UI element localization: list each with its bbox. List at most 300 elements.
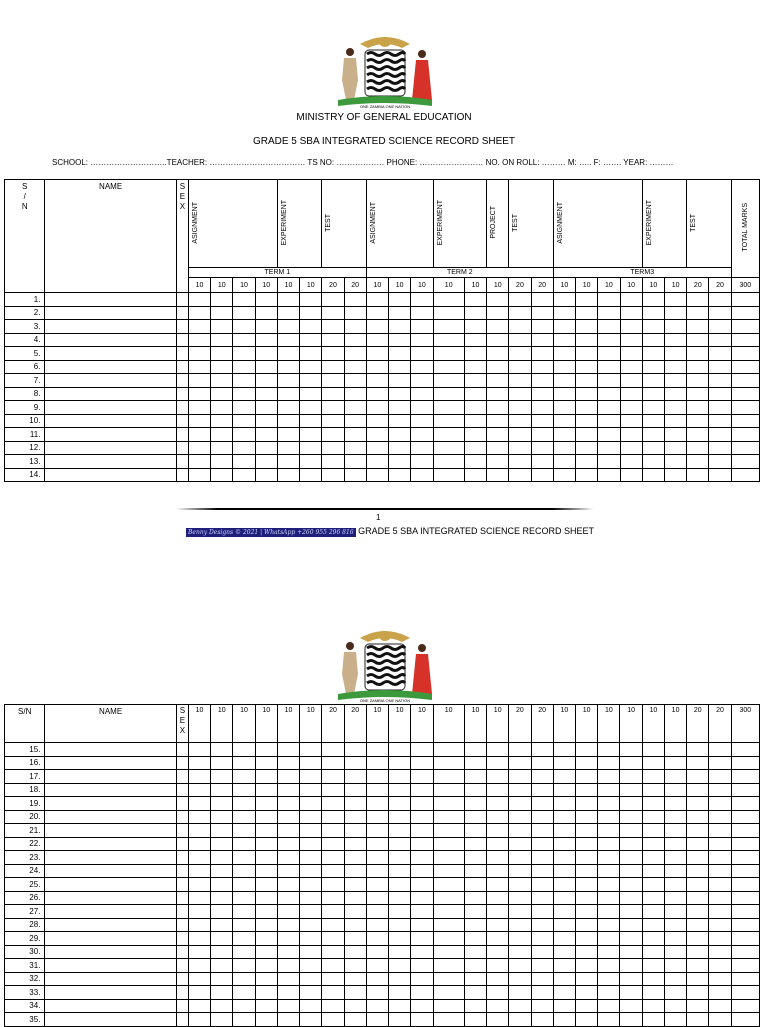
mark-cell[interactable] <box>531 783 553 797</box>
mark-cell[interactable] <box>598 878 620 892</box>
mark-cell[interactable] <box>211 972 233 986</box>
mark-cell[interactable] <box>411 428 433 442</box>
mark-cell[interactable] <box>709 293 731 307</box>
mark-cell[interactable] <box>731 770 759 784</box>
mark-cell[interactable] <box>322 918 344 932</box>
mark-cell[interactable] <box>322 306 344 320</box>
sex-cell[interactable] <box>176 306 188 320</box>
mark-cell[interactable] <box>731 864 759 878</box>
mark-cell[interactable] <box>664 455 686 469</box>
mark-cell[interactable] <box>509 455 531 469</box>
mark-cell[interactable] <box>344 959 366 973</box>
mark-cell[interactable] <box>300 770 322 784</box>
mark-cell[interactable] <box>731 468 759 482</box>
mark-cell[interactable] <box>233 824 255 838</box>
mark-cell[interactable] <box>531 401 553 415</box>
mark-cell[interactable] <box>464 999 486 1013</box>
mark-cell[interactable] <box>509 905 531 919</box>
mark-cell[interactable] <box>188 374 210 388</box>
name-cell[interactable] <box>45 810 176 824</box>
name-cell[interactable] <box>45 441 176 455</box>
mark-cell[interactable] <box>344 401 366 415</box>
mark-cell[interactable] <box>509 428 531 442</box>
mark-cell[interactable] <box>576 333 598 347</box>
mark-cell[interactable] <box>366 999 388 1013</box>
mark-cell[interactable] <box>642 932 664 946</box>
mark-cell[interactable] <box>188 918 210 932</box>
mark-cell[interactable] <box>300 414 322 428</box>
mark-cell[interactable] <box>277 851 299 865</box>
mark-cell[interactable] <box>620 770 642 784</box>
mark-cell[interactable] <box>322 878 344 892</box>
name-cell[interactable] <box>45 428 176 442</box>
mark-cell[interactable] <box>344 932 366 946</box>
mark-cell[interactable] <box>233 864 255 878</box>
mark-cell[interactable] <box>487 770 509 784</box>
mark-cell[interactable] <box>389 878 411 892</box>
mark-cell[interactable] <box>620 468 642 482</box>
mark-cell[interactable] <box>553 401 575 415</box>
sex-cell[interactable] <box>176 387 188 401</box>
mark-cell[interactable] <box>487 414 509 428</box>
mark-cell[interactable] <box>255 414 277 428</box>
mark-cell[interactable] <box>731 347 759 361</box>
sex-cell[interactable] <box>176 743 188 757</box>
mark-cell[interactable] <box>277 864 299 878</box>
mark-cell[interactable] <box>642 455 664 469</box>
mark-cell[interactable] <box>553 932 575 946</box>
mark-cell[interactable] <box>642 360 664 374</box>
mark-cell[interactable] <box>322 756 344 770</box>
mark-cell[interactable] <box>509 878 531 892</box>
mark-cell[interactable] <box>553 986 575 1000</box>
mark-cell[interactable] <box>300 468 322 482</box>
mark-cell[interactable] <box>664 347 686 361</box>
mark-cell[interactable] <box>531 864 553 878</box>
mark-cell[interactable] <box>277 306 299 320</box>
mark-cell[interactable] <box>553 878 575 892</box>
mark-cell[interactable] <box>687 293 709 307</box>
sex-cell[interactable] <box>176 905 188 919</box>
sex-cell[interactable] <box>176 374 188 388</box>
mark-cell[interactable] <box>389 959 411 973</box>
mark-cell[interactable] <box>211 455 233 469</box>
mark-cell[interactable] <box>188 770 210 784</box>
mark-cell[interactable] <box>300 347 322 361</box>
mark-cell[interactable] <box>389 945 411 959</box>
mark-cell[interactable] <box>731 945 759 959</box>
mark-cell[interactable] <box>464 374 486 388</box>
mark-cell[interactable] <box>664 918 686 932</box>
mark-cell[interactable] <box>277 999 299 1013</box>
mark-cell[interactable] <box>487 918 509 932</box>
mark-cell[interactable] <box>233 320 255 334</box>
mark-cell[interactable] <box>366 986 388 1000</box>
mark-cell[interactable] <box>620 810 642 824</box>
mark-cell[interactable] <box>433 783 464 797</box>
mark-cell[interactable] <box>233 945 255 959</box>
mark-cell[interactable] <box>389 783 411 797</box>
mark-cell[interactable] <box>188 986 210 1000</box>
mark-cell[interactable] <box>553 320 575 334</box>
mark-cell[interactable] <box>664 306 686 320</box>
mark-cell[interactable] <box>300 293 322 307</box>
mark-cell[interactable] <box>642 905 664 919</box>
mark-cell[interactable] <box>188 756 210 770</box>
mark-cell[interactable] <box>411 333 433 347</box>
mark-cell[interactable] <box>553 743 575 757</box>
mark-cell[interactable] <box>322 851 344 865</box>
mark-cell[interactable] <box>531 770 553 784</box>
sex-cell[interactable] <box>176 428 188 442</box>
mark-cell[interactable] <box>576 891 598 905</box>
mark-cell[interactable] <box>322 374 344 388</box>
mark-cell[interactable] <box>433 360 464 374</box>
mark-cell[interactable] <box>433 824 464 838</box>
mark-cell[interactable] <box>709 387 731 401</box>
mark-cell[interactable] <box>255 945 277 959</box>
mark-cell[interactable] <box>642 891 664 905</box>
mark-cell[interactable] <box>433 387 464 401</box>
mark-cell[interactable] <box>389 441 411 455</box>
mark-cell[interactable] <box>188 743 210 757</box>
mark-cell[interactable] <box>531 743 553 757</box>
name-cell[interactable] <box>45 468 176 482</box>
mark-cell[interactable] <box>598 441 620 455</box>
mark-cell[interactable] <box>709 810 731 824</box>
mark-cell[interactable] <box>642 468 664 482</box>
mark-cell[interactable] <box>598 797 620 811</box>
mark-cell[interactable] <box>709 824 731 838</box>
mark-cell[interactable] <box>687 905 709 919</box>
mark-cell[interactable] <box>620 374 642 388</box>
mark-cell[interactable] <box>389 797 411 811</box>
mark-cell[interactable] <box>664 320 686 334</box>
mark-cell[interactable] <box>255 306 277 320</box>
mark-cell[interactable] <box>687 347 709 361</box>
mark-cell[interactable] <box>709 905 731 919</box>
mark-cell[interactable] <box>531 918 553 932</box>
mark-cell[interactable] <box>553 293 575 307</box>
mark-cell[interactable] <box>464 918 486 932</box>
mark-cell[interactable] <box>709 959 731 973</box>
mark-cell[interactable] <box>433 972 464 986</box>
mark-cell[interactable] <box>509 864 531 878</box>
mark-cell[interactable] <box>233 905 255 919</box>
mark-cell[interactable] <box>576 441 598 455</box>
mark-cell[interactable] <box>709 455 731 469</box>
mark-cell[interactable] <box>620 320 642 334</box>
sex-cell[interactable] <box>176 986 188 1000</box>
mark-cell[interactable] <box>211 824 233 838</box>
mark-cell[interactable] <box>642 347 664 361</box>
mark-cell[interactable] <box>322 293 344 307</box>
name-cell[interactable] <box>45 864 176 878</box>
mark-cell[interactable] <box>553 972 575 986</box>
mark-cell[interactable] <box>531 891 553 905</box>
mark-cell[interactable] <box>255 293 277 307</box>
mark-cell[interactable] <box>211 414 233 428</box>
mark-cell[interactable] <box>487 783 509 797</box>
mark-cell[interactable] <box>509 810 531 824</box>
mark-cell[interactable] <box>487 320 509 334</box>
mark-cell[interactable] <box>433 455 464 469</box>
mark-cell[interactable] <box>598 468 620 482</box>
mark-cell[interactable] <box>389 387 411 401</box>
mark-cell[interactable] <box>464 743 486 757</box>
mark-cell[interactable] <box>531 945 553 959</box>
mark-cell[interactable] <box>664 387 686 401</box>
mark-cell[interactable] <box>687 878 709 892</box>
mark-cell[interactable] <box>687 797 709 811</box>
mark-cell[interactable] <box>487 347 509 361</box>
mark-cell[interactable] <box>255 455 277 469</box>
mark-cell[interactable] <box>322 347 344 361</box>
mark-cell[interactable] <box>553 864 575 878</box>
mark-cell[interactable] <box>233 374 255 388</box>
sex-cell[interactable] <box>176 797 188 811</box>
mark-cell[interactable] <box>620 837 642 851</box>
mark-cell[interactable] <box>664 905 686 919</box>
sex-cell[interactable] <box>176 401 188 415</box>
mark-cell[interactable] <box>411 756 433 770</box>
sex-cell[interactable] <box>176 864 188 878</box>
mark-cell[interactable] <box>709 320 731 334</box>
mark-cell[interactable] <box>487 743 509 757</box>
mark-cell[interactable] <box>211 891 233 905</box>
mark-cell[interactable] <box>687 770 709 784</box>
mark-cell[interactable] <box>553 770 575 784</box>
mark-cell[interactable] <box>487 972 509 986</box>
mark-cell[interactable] <box>411 468 433 482</box>
mark-cell[interactable] <box>188 959 210 973</box>
mark-cell[interactable] <box>664 743 686 757</box>
name-cell[interactable] <box>45 770 176 784</box>
mark-cell[interactable] <box>300 999 322 1013</box>
mark-cell[interactable] <box>553 999 575 1013</box>
mark-cell[interactable] <box>553 945 575 959</box>
mark-cell[interactable] <box>598 824 620 838</box>
mark-cell[interactable] <box>487 360 509 374</box>
mark-cell[interactable] <box>188 468 210 482</box>
mark-cell[interactable] <box>553 891 575 905</box>
mark-cell[interactable] <box>598 455 620 469</box>
mark-cell[interactable] <box>709 797 731 811</box>
mark-cell[interactable] <box>233 306 255 320</box>
mark-cell[interactable] <box>709 851 731 865</box>
mark-cell[interactable] <box>322 810 344 824</box>
mark-cell[interactable] <box>553 783 575 797</box>
mark-cell[interactable] <box>211 293 233 307</box>
mark-cell[interactable] <box>233 333 255 347</box>
mark-cell[interactable] <box>731 878 759 892</box>
mark-cell[interactable] <box>598 891 620 905</box>
sex-cell[interactable] <box>176 360 188 374</box>
mark-cell[interactable] <box>664 972 686 986</box>
mark-cell[interactable] <box>731 905 759 919</box>
mark-cell[interactable] <box>509 387 531 401</box>
sex-cell[interactable] <box>176 441 188 455</box>
mark-cell[interactable] <box>211 837 233 851</box>
mark-cell[interactable] <box>433 743 464 757</box>
mark-cell[interactable] <box>322 891 344 905</box>
mark-cell[interactable] <box>366 864 388 878</box>
sex-cell[interactable] <box>176 347 188 361</box>
mark-cell[interactable] <box>344 945 366 959</box>
name-cell[interactable] <box>45 401 176 415</box>
mark-cell[interactable] <box>531 837 553 851</box>
mark-cell[interactable] <box>277 932 299 946</box>
mark-cell[interactable] <box>233 401 255 415</box>
mark-cell[interactable] <box>709 878 731 892</box>
mark-cell[interactable] <box>687 986 709 1000</box>
mark-cell[interactable] <box>277 837 299 851</box>
mark-cell[interactable] <box>300 891 322 905</box>
mark-cell[interactable] <box>731 387 759 401</box>
mark-cell[interactable] <box>366 347 388 361</box>
mark-cell[interactable] <box>344 986 366 1000</box>
sex-cell[interactable] <box>176 810 188 824</box>
mark-cell[interactable] <box>211 374 233 388</box>
mark-cell[interactable] <box>300 959 322 973</box>
mark-cell[interactable] <box>322 783 344 797</box>
mark-cell[interactable] <box>509 374 531 388</box>
mark-cell[interactable] <box>464 864 486 878</box>
mark-cell[interactable] <box>531 999 553 1013</box>
mark-cell[interactable] <box>277 333 299 347</box>
mark-cell[interactable] <box>344 333 366 347</box>
mark-cell[interactable] <box>233 783 255 797</box>
mark-cell[interactable] <box>255 932 277 946</box>
mark-cell[interactable] <box>509 972 531 986</box>
mark-cell[interactable] <box>553 455 575 469</box>
mark-cell[interactable] <box>598 837 620 851</box>
mark-cell[interactable] <box>433 851 464 865</box>
mark-cell[interactable] <box>709 783 731 797</box>
mark-cell[interactable] <box>509 360 531 374</box>
mark-cell[interactable] <box>642 986 664 1000</box>
mark-cell[interactable] <box>389 455 411 469</box>
mark-cell[interactable] <box>322 333 344 347</box>
mark-cell[interactable] <box>366 932 388 946</box>
mark-cell[interactable] <box>687 756 709 770</box>
mark-cell[interactable] <box>366 374 388 388</box>
mark-cell[interactable] <box>188 333 210 347</box>
mark-cell[interactable] <box>411 293 433 307</box>
mark-cell[interactable] <box>277 374 299 388</box>
mark-cell[interactable] <box>464 959 486 973</box>
mark-cell[interactable] <box>664 945 686 959</box>
mark-cell[interactable] <box>509 851 531 865</box>
mark-cell[interactable] <box>509 320 531 334</box>
mark-cell[interactable] <box>576 374 598 388</box>
mark-cell[interactable] <box>211 306 233 320</box>
mark-cell[interactable] <box>366 743 388 757</box>
mark-cell[interactable] <box>411 878 433 892</box>
mark-cell[interactable] <box>322 743 344 757</box>
mark-cell[interactable] <box>642 770 664 784</box>
mark-cell[interactable] <box>531 959 553 973</box>
mark-cell[interactable] <box>322 972 344 986</box>
mark-cell[interactable] <box>620 743 642 757</box>
mark-cell[interactable] <box>709 347 731 361</box>
mark-cell[interactable] <box>211 851 233 865</box>
mark-cell[interactable] <box>664 374 686 388</box>
mark-cell[interactable] <box>598 306 620 320</box>
mark-cell[interactable] <box>389 824 411 838</box>
mark-cell[interactable] <box>620 999 642 1013</box>
mark-cell[interactable] <box>188 401 210 415</box>
mark-cell[interactable] <box>411 810 433 824</box>
mark-cell[interactable] <box>664 999 686 1013</box>
mark-cell[interactable] <box>731 797 759 811</box>
mark-cell[interactable] <box>188 455 210 469</box>
mark-cell[interactable] <box>188 972 210 986</box>
mark-cell[interactable] <box>642 306 664 320</box>
mark-cell[interactable] <box>300 743 322 757</box>
mark-cell[interactable] <box>509 999 531 1013</box>
mark-cell[interactable] <box>233 770 255 784</box>
mark-cell[interactable] <box>576 306 598 320</box>
mark-cell[interactable] <box>531 972 553 986</box>
mark-cell[interactable] <box>620 918 642 932</box>
mark-cell[interactable] <box>598 293 620 307</box>
mark-cell[interactable] <box>598 374 620 388</box>
mark-cell[interactable] <box>509 959 531 973</box>
mark-cell[interactable] <box>598 401 620 415</box>
mark-cell[interactable] <box>255 918 277 932</box>
mark-cell[interactable] <box>598 986 620 1000</box>
mark-cell[interactable] <box>344 414 366 428</box>
mark-cell[interactable] <box>344 837 366 851</box>
mark-cell[interactable] <box>620 455 642 469</box>
mark-cell[interactable] <box>598 387 620 401</box>
mark-cell[interactable] <box>322 414 344 428</box>
mark-cell[interactable] <box>664 441 686 455</box>
mark-cell[interactable] <box>464 347 486 361</box>
name-cell[interactable] <box>45 783 176 797</box>
sex-cell[interactable] <box>176 756 188 770</box>
name-cell[interactable] <box>45 293 176 307</box>
mark-cell[interactable] <box>731 441 759 455</box>
mark-cell[interactable] <box>211 428 233 442</box>
mark-cell[interactable] <box>277 905 299 919</box>
mark-cell[interactable] <box>487 441 509 455</box>
mark-cell[interactable] <box>277 918 299 932</box>
mark-cell[interactable] <box>389 810 411 824</box>
mark-cell[interactable] <box>255 347 277 361</box>
mark-cell[interactable] <box>531 414 553 428</box>
mark-cell[interactable] <box>598 333 620 347</box>
mark-cell[interactable] <box>598 360 620 374</box>
mark-cell[interactable] <box>620 986 642 1000</box>
mark-cell[interactable] <box>322 945 344 959</box>
mark-cell[interactable] <box>464 441 486 455</box>
mark-cell[interactable] <box>487 959 509 973</box>
mark-cell[interactable] <box>664 797 686 811</box>
sex-cell[interactable] <box>176 959 188 973</box>
mark-cell[interactable] <box>576 797 598 811</box>
mark-cell[interactable] <box>322 428 344 442</box>
mark-cell[interactable] <box>487 824 509 838</box>
mark-cell[interactable] <box>620 414 642 428</box>
sex-cell[interactable] <box>176 878 188 892</box>
mark-cell[interactable] <box>211 320 233 334</box>
mark-cell[interactable] <box>576 905 598 919</box>
mark-cell[interactable] <box>620 360 642 374</box>
mark-cell[interactable] <box>188 824 210 838</box>
mark-cell[interactable] <box>188 783 210 797</box>
